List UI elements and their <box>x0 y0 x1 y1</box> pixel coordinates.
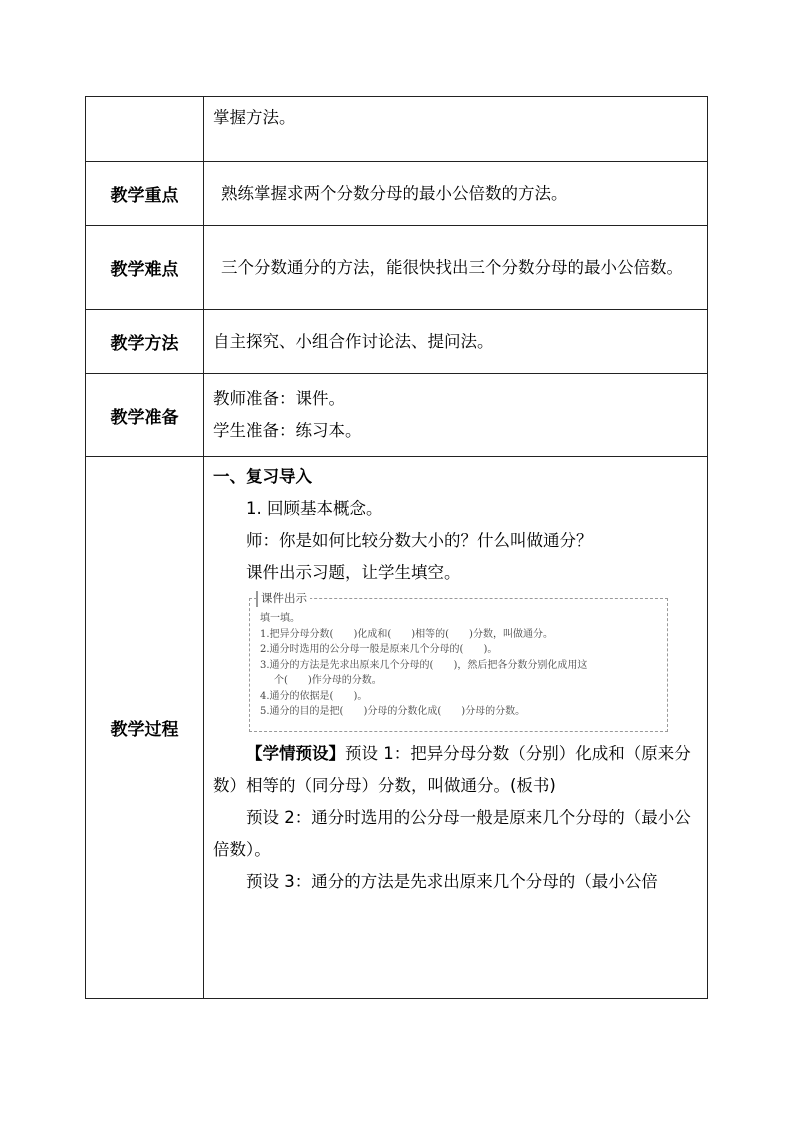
slide-question-3a: 3.通分的方法是先求出原来几个分母的( )，然后把各分数分别化成用这 <box>260 659 588 671</box>
prep-label: 教学准备 <box>86 373 204 457</box>
prep-content <box>204 373 708 457</box>
row-top <box>86 97 708 162</box>
process-content <box>204 457 708 999</box>
process-item-1: 1. 回顾基本概念。 <box>246 499 383 519</box>
row-key-point <box>86 162 708 225</box>
difficulty-content <box>204 225 708 310</box>
method-content <box>204 310 708 373</box>
key-point-label: 教学重点 <box>86 162 204 225</box>
section-heading: 一、复习导入 <box>213 467 312 487</box>
process-question: 师：你是如何比较分数大小的？什么叫做通分？ <box>246 531 593 551</box>
row-process <box>86 457 708 999</box>
slide-question-4: 4.通分的依据是( )。 <box>260 690 368 702</box>
slide-question-2: 2.通分时选用的公分母一般是原来几个分母的( )。 <box>260 644 498 656</box>
slide-tag: 课件出示 <box>256 591 310 607</box>
row-prep <box>86 373 708 457</box>
method-label: 教学方法 <box>86 310 204 373</box>
key-point-text: 熟练掌握求两个分数分母的最小公倍数的方法。 <box>221 183 568 203</box>
row-top-label <box>86 97 204 162</box>
row-top-content <box>204 97 708 162</box>
slide-title: 填一填。 <box>260 613 300 625</box>
courseware-slide <box>249 591 668 732</box>
slide-question-5: 5.通分的目的是把( )分母的分数化成( )分母的分数。 <box>260 706 526 718</box>
process-instruction: 课件出示习题，让学生填空。 <box>246 563 461 583</box>
difficulty-label: 教学难点 <box>86 225 204 310</box>
preset-tag: 【学情预设】 <box>246 744 345 764</box>
process-label: 教学过程 <box>86 457 204 999</box>
top-content-text: 掌握方法。 <box>213 108 296 127</box>
preset-3-text: 预设 3：通分的方法是先求出原来几个分母的（最小公倍 <box>246 872 658 892</box>
preset-2-text: 预设 2：通分时选用的公分母一般是原来几个分母的（最小公倍数）。 <box>213 808 691 860</box>
key-point-content <box>204 162 708 225</box>
slide-question-1: 1.把异分母分数( )化成和( )相等的( )分数，叫做通分。 <box>260 628 553 640</box>
row-difficulty <box>86 225 708 310</box>
slide-question-3b: 个( )作分母的分数。 <box>274 675 382 687</box>
prep-student-text: 学生准备：练习本。 <box>213 421 362 441</box>
method-text: 自主探究、小组合作讨论法、提问法。 <box>213 331 494 351</box>
preset-1-paragraph <box>213 738 703 802</box>
prep-teacher-text: 教师准备：课件。 <box>213 389 345 409</box>
difficulty-text: 三个分数通分的方法，能很快找出三个分数分母的最小公倍数。 <box>221 257 683 277</box>
lesson-plan-table <box>85 96 708 999</box>
row-method <box>86 310 708 373</box>
preset-1-text: 预设 1：把异分母分数（分别）化成和（原来分数）相等的（同分母）分数，叫做通分。(板书) <box>213 744 691 796</box>
